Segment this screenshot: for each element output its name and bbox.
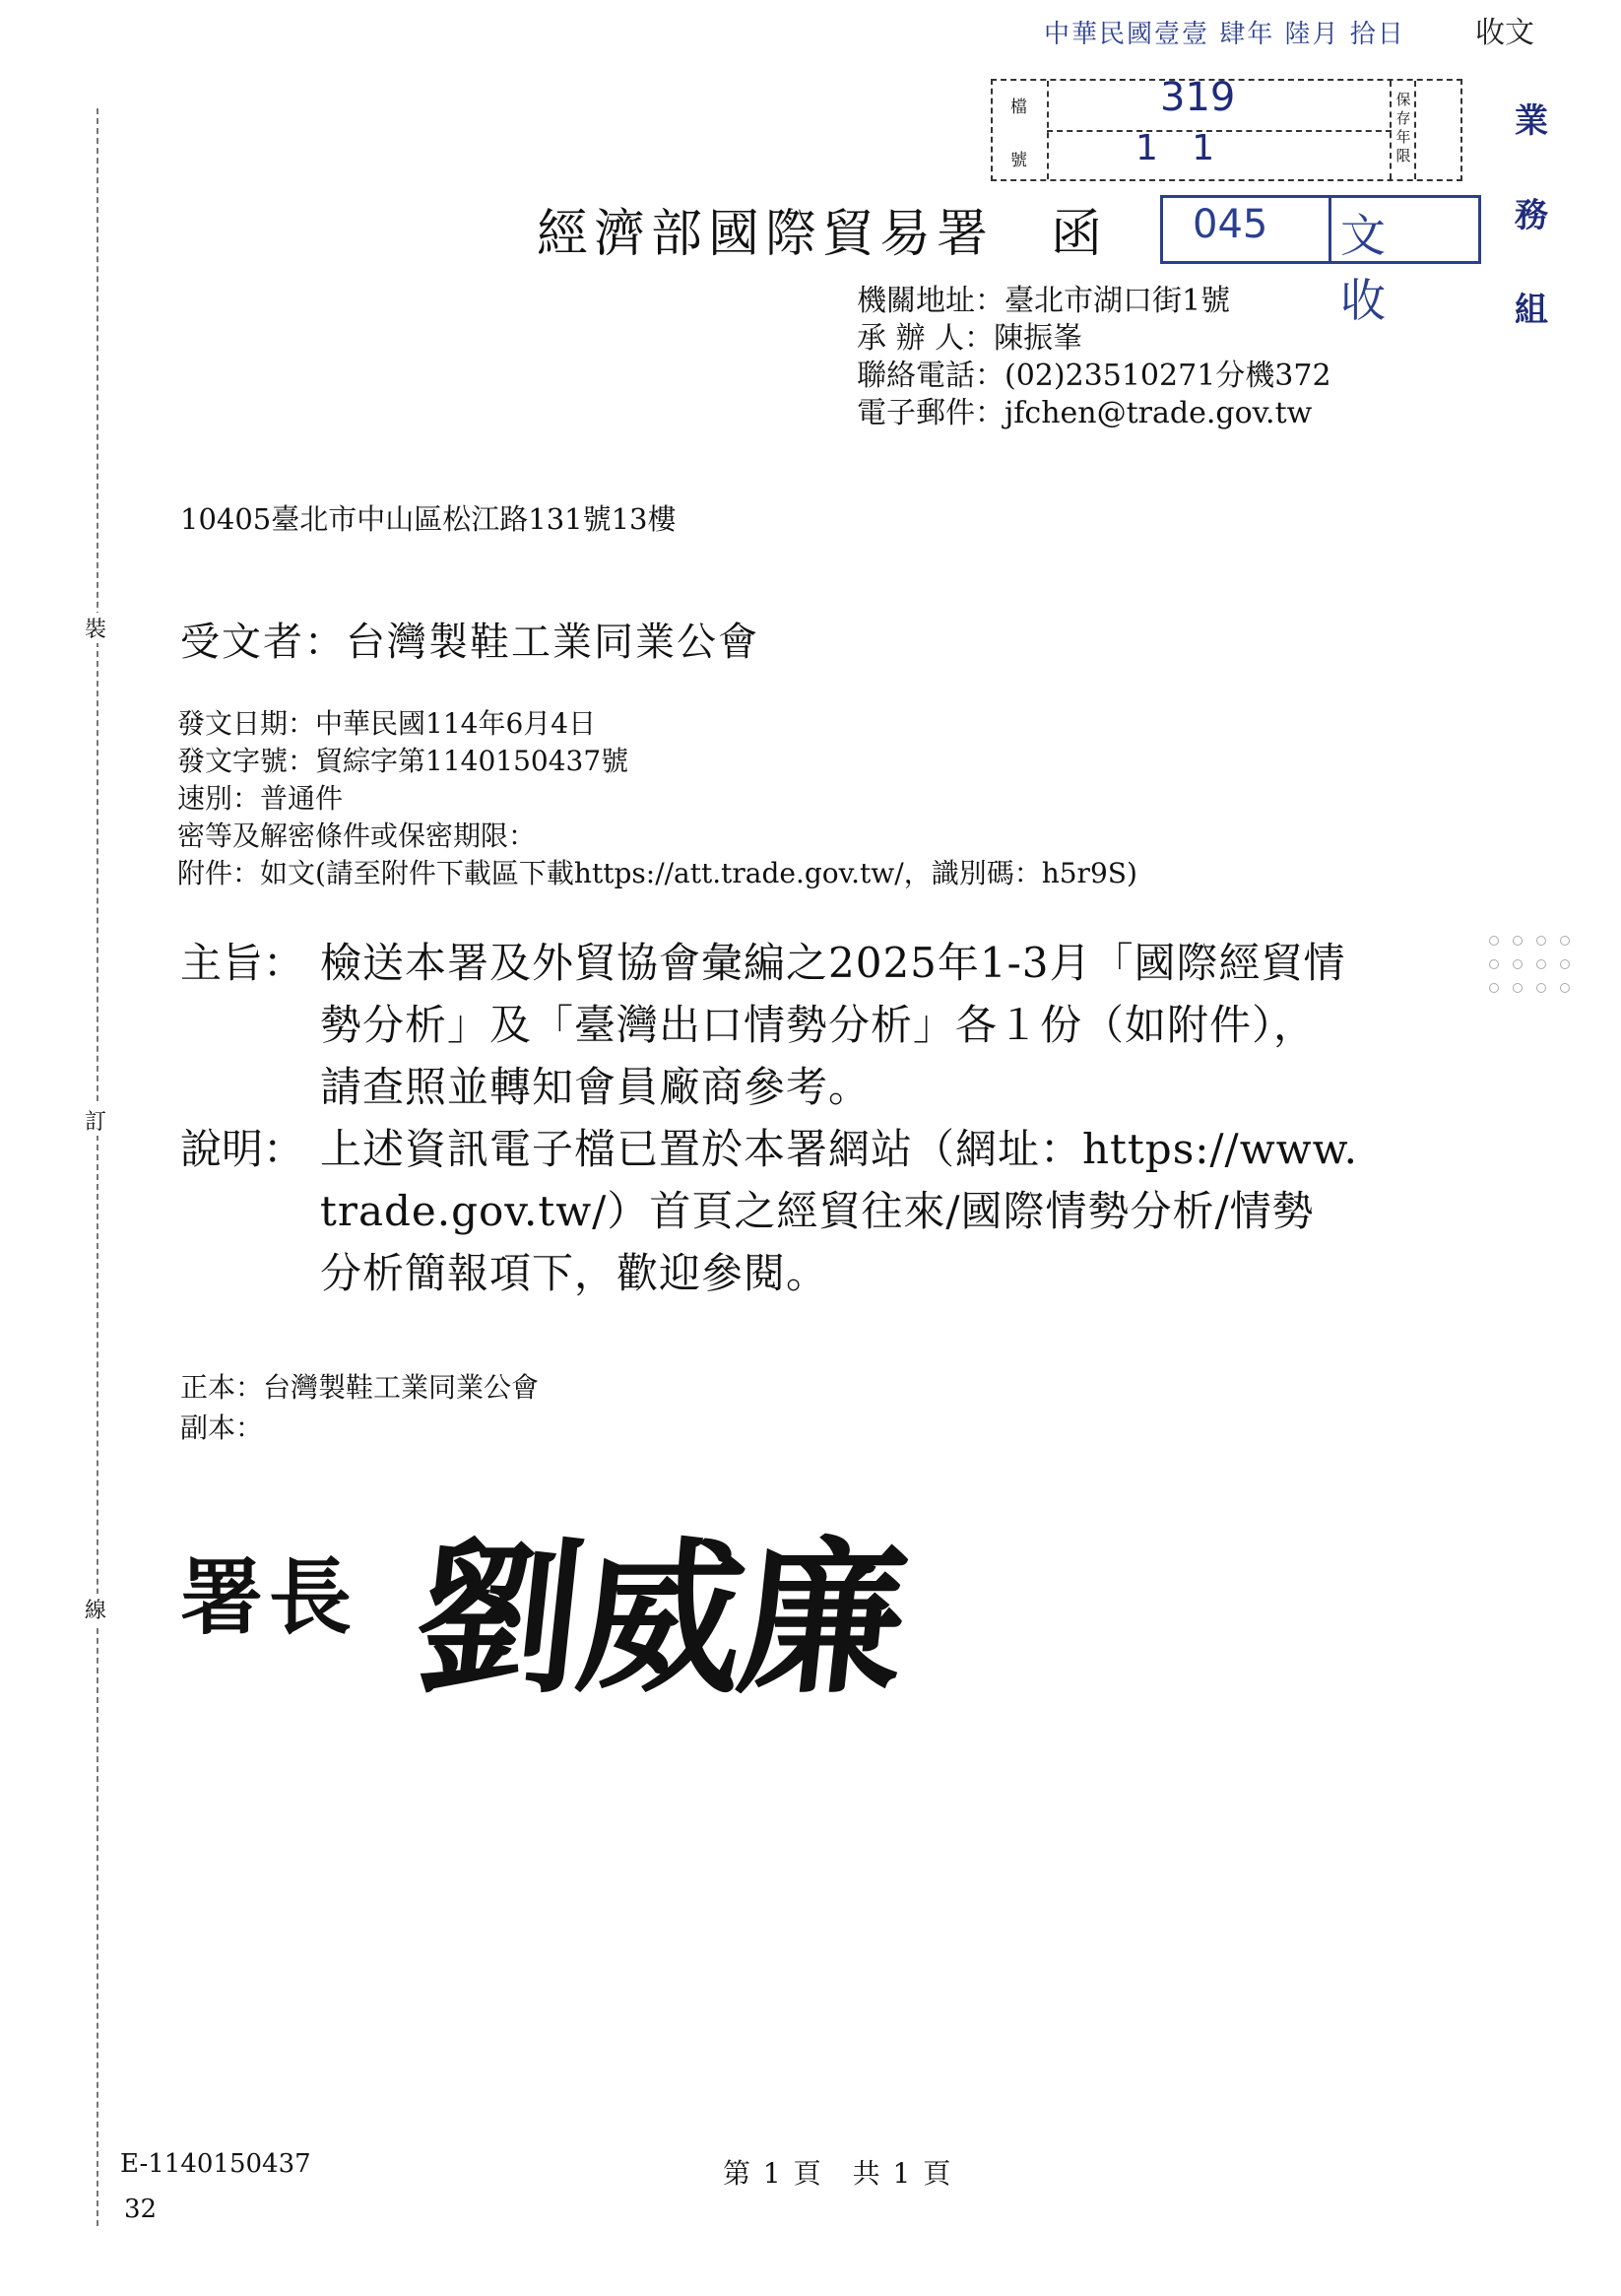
receiving-stamp [1160, 195, 1481, 327]
recipient-address: 10405臺北市中山區松江路131號13樓 [180, 502, 677, 536]
side-stamp-char-1: 業 [1515, 101, 1548, 141]
contact-phone: 聯絡電話：(02)23510271分機372 [857, 359, 1331, 393]
carbon-copy: 副本： [180, 1411, 264, 1444]
handwritten-file-top: 319 [1160, 75, 1236, 120]
explanation-line-3: 分析簡報項下，歡迎參閱。 [320, 1249, 829, 1297]
department-side-stamp [1512, 74, 1551, 358]
receiving-stamp-number: 045 [1193, 202, 1268, 247]
attachment: 附件：如文(請至附件下載區下載https://att.trade.gov.tw/，識別碼：h5r9S) [177, 857, 1137, 889]
main-copy: 正本：台灣製鞋工業同業公會 [180, 1371, 540, 1404]
file-box-divider-mid [1047, 130, 1392, 132]
delivery-speed: 速別：普通件 [177, 782, 344, 815]
agency-address: 機關地址：臺北市湖口街1號 [857, 284, 1231, 318]
handwritten-file-bottom: 1 1 [1135, 128, 1215, 168]
margin-dot-pattern [1482, 931, 1581, 1002]
binding-mark-xian: 線 [85, 1594, 106, 1624]
subject-label: 主旨： [180, 939, 305, 987]
side-stamp-char-3: 組 [1515, 291, 1548, 330]
receiving-stamp-divider [1329, 198, 1331, 261]
receipt-date-stamp: 中華民國壹壹 肆年 陸月 拾日 [1044, 20, 1405, 49]
receiving-stamp-text: 文收 [1340, 209, 1415, 327]
document-number: 發文字號：貿綜字第1140150437號 [177, 745, 629, 777]
contact-email: 電子郵件：jfchen@trade.gov.tw [857, 396, 1313, 430]
file-box-divider-right2 [1414, 81, 1416, 179]
binding-line [97, 108, 98, 2226]
footer-number: 32 [124, 2195, 158, 2224]
file-number-box [991, 75, 1462, 181]
issue-date: 發文日期：中華民國114年6月4日 [177, 707, 597, 740]
subject-line-3: 請查照並轉知會員廠商參考。 [320, 1063, 872, 1111]
officer-name: 承 辦 人：陳振峯 [857, 321, 1083, 356]
subject-line-2: 勢分析」及「臺灣出口情勢分析」各１份（如附件）， [320, 1001, 1317, 1049]
binding-mark-ding: 訂 [85, 1105, 106, 1136]
side-stamp-char-2: 務 [1515, 196, 1548, 235]
signature-title: 署長 [180, 1548, 358, 1646]
explanation-label: 說明： [180, 1125, 305, 1173]
secrecy-level: 密等及解密條件或保密期限： [177, 820, 537, 852]
footer-document-id: E-1140150437 [120, 2149, 311, 2179]
binding-mark-zhuang: 裝 [85, 613, 106, 643]
keep-period-label: 保存年限 [1395, 91, 1411, 164]
explanation-line-1: 上述資訊電子檔已置於本署網站（網址：https://www. [320, 1125, 1358, 1173]
file-box-divider-right [1390, 81, 1392, 179]
recipient: 受文者：台灣製鞋工業同業公會 [180, 620, 759, 665]
explanation-line-2: trade.gov.tw/）首頁之經貿往來/國際情勢分析/情勢 [320, 1187, 1315, 1235]
document-title: 經濟部國際貿易署 函 [537, 205, 1109, 264]
signature-name: 劉威廉 [407, 1521, 913, 1716]
page-indicator: 第 1 頁 共 1 頁 [723, 2157, 953, 2190]
subject-line-1: 檢送本署及外貿協會彙編之2025年1-3月「國際經貿情 [320, 939, 1346, 987]
receipt-label: 收文 [1475, 16, 1534, 50]
file-label-top: 檔 [1010, 98, 1027, 117]
file-label-bottom: 號 [1010, 151, 1027, 170]
